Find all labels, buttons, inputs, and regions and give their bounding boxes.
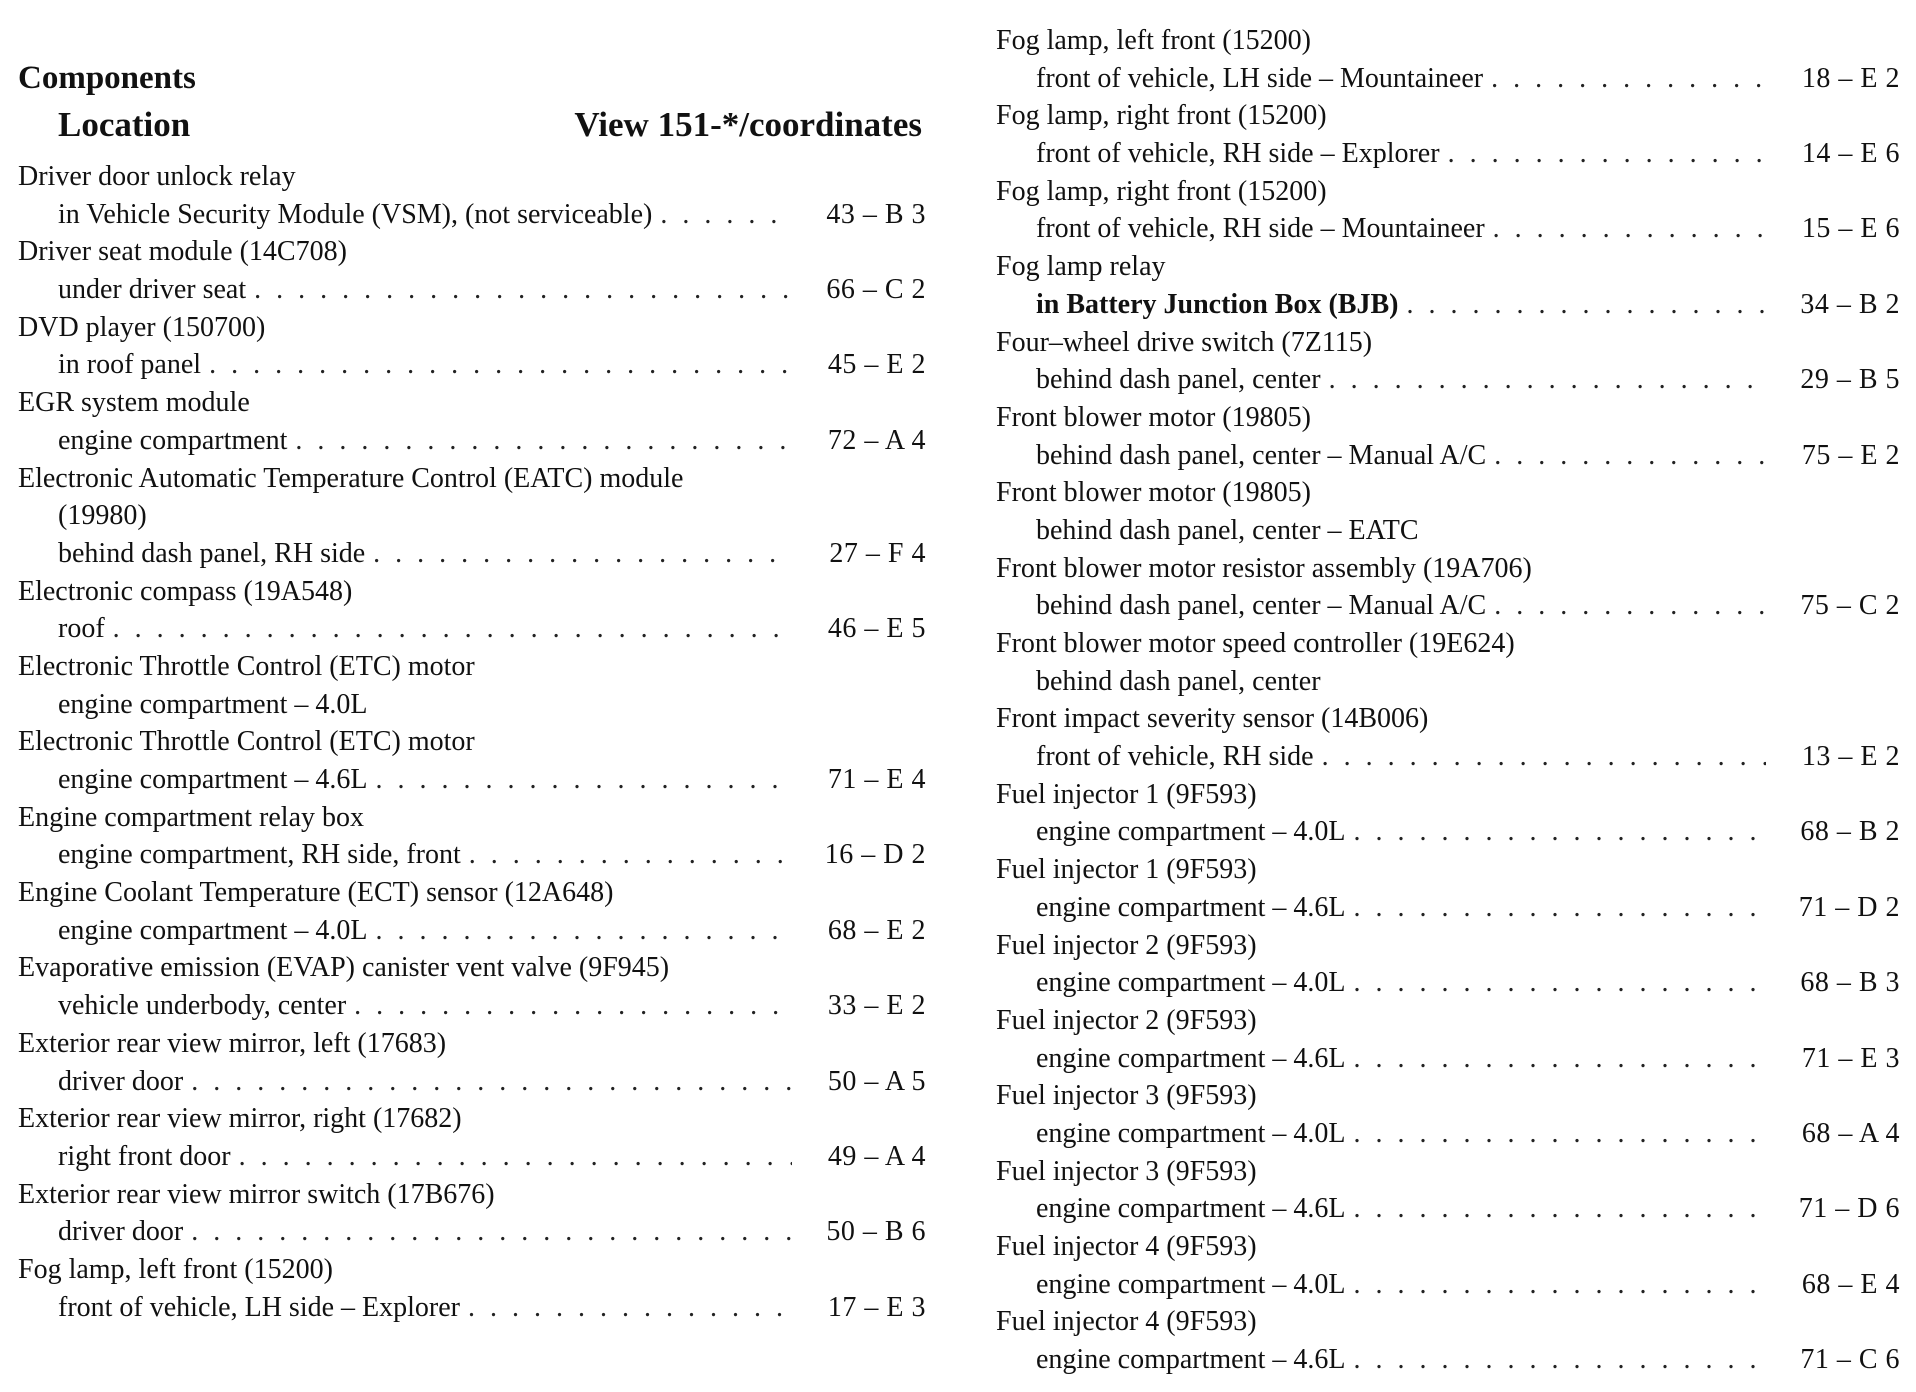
component-name: Four–wheel drive switch (7Z115) xyxy=(996,326,1373,358)
component-entry xyxy=(996,324,1900,399)
location-line xyxy=(18,836,926,874)
location-text: engine compartment – 4.6L xyxy=(1036,1193,1346,1225)
component-name: Front blower motor (19805) xyxy=(996,477,1311,509)
location-text: behind dash panel, RH side xyxy=(58,537,366,569)
dot-leader xyxy=(239,1138,792,1176)
dot-leader xyxy=(1491,60,1766,98)
dot-leader xyxy=(1353,1190,1766,1228)
view-coordinate: 27 – F 4 xyxy=(829,537,926,569)
component-name: Fuel injector 1 (9F593) xyxy=(996,854,1257,886)
dot-leader xyxy=(1493,210,1766,248)
view-coordinate: 16 – D 2 xyxy=(824,839,926,871)
view-coordinate: 68 – E 4 xyxy=(1801,1268,1900,1300)
component-name: Fuel injector 3 (9F593) xyxy=(996,1155,1257,1187)
section-title: Components xyxy=(18,60,196,96)
component-name: Fog lamp, left front (15200) xyxy=(996,25,1311,56)
dot-leader xyxy=(1353,1115,1766,1153)
location-line xyxy=(996,964,1900,1002)
dot-leader xyxy=(1353,1266,1766,1304)
view-coordinate: 46 – E 5 xyxy=(827,613,926,645)
component-name: Exterior rear view mirror, left (17683) xyxy=(18,1027,447,1059)
right-column xyxy=(996,22,1900,1379)
dot-leader xyxy=(468,1289,792,1327)
location-text: behind dash panel, center xyxy=(1036,364,1321,396)
location-line xyxy=(18,271,926,309)
view-coordinate: 49 – A 4 xyxy=(827,1140,926,1172)
component-entry xyxy=(18,1251,926,1326)
location-text: engine compartment – 4.6L xyxy=(1036,1344,1346,1376)
view-coordinate: 33 – E 2 xyxy=(827,990,926,1022)
location-line xyxy=(996,512,1900,550)
left-entry-list xyxy=(18,158,926,1326)
location-line xyxy=(996,361,1900,399)
location-line xyxy=(996,587,1900,625)
dot-leader xyxy=(660,196,792,234)
dot-leader xyxy=(254,271,792,309)
view-coordinate: 75 – E 2 xyxy=(1801,439,1900,471)
component-name: Driver seat module (14C708) xyxy=(18,236,347,268)
column-headers xyxy=(18,100,926,158)
location-text: engine compartment – 4.0L xyxy=(58,914,368,946)
component-entry xyxy=(996,1153,1900,1228)
location-line xyxy=(996,738,1900,776)
location-line xyxy=(996,60,1900,98)
left-column xyxy=(18,56,926,1326)
component-entry xyxy=(996,1002,1900,1077)
component-name: Fog lamp, left front (15200) xyxy=(18,1253,333,1285)
dot-leader xyxy=(1406,286,1766,324)
view-coordinate: 45 – E 2 xyxy=(827,349,926,381)
component-entry xyxy=(18,460,926,573)
location-text: front of vehicle, LH side – Explorer xyxy=(58,1291,460,1323)
location-text: driver door xyxy=(58,1065,184,1097)
location-text: behind dash panel, center – EATC xyxy=(1036,514,1419,546)
view-coordinate: 68 – A 4 xyxy=(1801,1117,1900,1149)
dot-leader xyxy=(191,1213,792,1251)
location-text: vehicle underbody, center xyxy=(58,990,347,1022)
location-line xyxy=(18,987,926,1025)
location-line xyxy=(996,1266,1900,1304)
location-line xyxy=(996,1341,1900,1379)
component-entry xyxy=(996,173,1900,248)
location-text: in Vehicle Security Module (VSM), (not serviceable) xyxy=(58,198,653,230)
component-entry xyxy=(18,949,926,1024)
component-entry xyxy=(996,927,1900,1002)
component-name: Fuel injector 3 (9F593) xyxy=(996,1080,1257,1112)
component-entry xyxy=(18,233,926,308)
dot-leader xyxy=(113,610,792,648)
component-entry xyxy=(18,799,926,874)
location-line xyxy=(996,663,1900,701)
location-text: driver door xyxy=(58,1216,184,1248)
component-entry xyxy=(996,700,1900,775)
component-entry xyxy=(18,648,926,723)
view-coordinate: 18 – E 2 xyxy=(1801,62,1900,94)
location-text: engine compartment – 4.0L xyxy=(1036,816,1346,848)
location-line xyxy=(18,761,926,799)
location-text: engine compartment – 4.6L xyxy=(58,764,368,795)
component-entry xyxy=(18,874,926,949)
dot-leader xyxy=(1353,1040,1766,1078)
component-name: Engine compartment relay box xyxy=(18,801,364,833)
view-coordinate: 68 – E 2 xyxy=(827,914,926,946)
view-coordinate: 29 – B 5 xyxy=(1800,364,1900,396)
component-name: DVD player (150700) xyxy=(18,311,266,343)
right-entry-list xyxy=(996,22,1900,1379)
component-entry xyxy=(18,158,926,233)
location-text: engine compartment – 4.0L xyxy=(1036,1268,1346,1300)
dot-leader xyxy=(1494,437,1766,475)
component-name: Electronic compass (19A548) xyxy=(18,575,353,607)
location-text: engine compartment xyxy=(58,424,288,456)
component-entry xyxy=(18,723,926,798)
location-text: front of vehicle, RH side – Mountaineer xyxy=(1036,213,1485,245)
location-text: right front door xyxy=(58,1140,231,1172)
location-text: engine compartment – 4.0L xyxy=(1036,967,1346,999)
component-entry xyxy=(18,573,926,648)
location-line xyxy=(996,1190,1900,1228)
dot-leader xyxy=(1353,813,1766,851)
component-entry xyxy=(996,1228,1900,1303)
dot-leader xyxy=(1448,135,1766,173)
component-name: Electronic Throttle Control (ETC) motor xyxy=(18,650,475,682)
view-coordinates-header: View 151-*/coordinates xyxy=(574,105,922,144)
view-coordinate: 68 – B 3 xyxy=(1800,967,1900,999)
dot-leader xyxy=(1353,1341,1766,1379)
dot-leader xyxy=(373,535,792,573)
dot-leader xyxy=(1353,889,1766,927)
component-name: Electronic Throttle Control (ETC) motor xyxy=(18,726,475,758)
component-name: Fuel injector 4 (9F593) xyxy=(996,1231,1257,1262)
location-text: front of vehicle, RH side – Explorer xyxy=(1036,138,1440,170)
view-coordinate: 17 – E 3 xyxy=(827,1291,926,1323)
location-text: behind dash panel, center – Manual A/C xyxy=(1036,439,1487,471)
view-coordinate: 15 – E 6 xyxy=(1801,213,1900,245)
location-line xyxy=(18,346,926,384)
view-coordinate: 71 – C 6 xyxy=(1800,1344,1900,1376)
component-name: Engine Coolant Temperature (ECT) sensor (12A648) xyxy=(18,877,614,909)
component-entry xyxy=(996,97,1900,172)
location-line xyxy=(996,437,1900,475)
location-line xyxy=(996,286,1900,324)
view-coordinate: 75 – C 2 xyxy=(1800,590,1900,622)
component-entry xyxy=(18,1176,926,1251)
component-name: Exterior rear view mirror, right (17682) xyxy=(18,1103,462,1135)
location-text: engine compartment – 4.0L xyxy=(58,688,368,720)
location-text: behind dash panel, center – Manual A/C xyxy=(1036,590,1487,622)
component-entry xyxy=(18,309,926,384)
component-name: Fuel injector 2 (9F593) xyxy=(996,1004,1257,1036)
component-entry xyxy=(996,550,1900,625)
location-line xyxy=(18,422,926,460)
dot-leader xyxy=(1322,738,1766,776)
component-name: Fuel injector 1 (9F593) xyxy=(996,778,1257,810)
dot-leader xyxy=(1494,587,1766,625)
view-coordinate: 68 – B 2 xyxy=(1800,816,1900,848)
location-line xyxy=(996,1115,1900,1153)
component-entry xyxy=(18,1025,926,1100)
location-line xyxy=(18,535,926,573)
view-coordinate: 13 – E 2 xyxy=(1801,741,1900,773)
view-coordinate: 50 – B 6 xyxy=(826,1216,926,1248)
dot-leader xyxy=(354,987,792,1025)
location-text: behind dash panel, center xyxy=(1036,665,1321,697)
dot-leader xyxy=(375,912,792,950)
component-name: Fuel injector 4 (9F593) xyxy=(996,1306,1257,1338)
component-entry xyxy=(18,384,926,459)
view-coordinate: 71 – E 3 xyxy=(1801,1042,1900,1074)
component-name: Front impact severity sensor (14B006) xyxy=(996,703,1429,735)
dot-leader xyxy=(209,346,792,384)
location-line xyxy=(18,610,926,648)
location-line xyxy=(996,1040,1900,1078)
view-coordinate: 71 – D 2 xyxy=(1798,891,1900,923)
location-line xyxy=(18,912,926,950)
location-text: front of vehicle, LH side – Mountaineer xyxy=(1036,62,1484,94)
component-entry xyxy=(996,399,1900,474)
component-name: EGR system module xyxy=(18,387,250,419)
location-text: in roof panel xyxy=(58,349,202,381)
component-entry xyxy=(996,248,1900,323)
dot-leader xyxy=(191,1063,792,1101)
component-name: Evaporative emission (EVAP) canister vent valve (9F945) xyxy=(18,952,670,984)
component-name: Front blower motor speed controller (19E624) xyxy=(996,628,1515,659)
view-coordinate: 66 – C 2 xyxy=(826,274,926,306)
component-entry xyxy=(996,625,1900,700)
dot-leader xyxy=(469,836,792,874)
location-line xyxy=(18,1213,926,1251)
component-entry xyxy=(996,1303,1900,1378)
location-text: in Battery Junction Box (BJB) xyxy=(1036,288,1399,320)
component-entry xyxy=(996,22,1900,97)
component-name: Fog lamp, right front (15200) xyxy=(996,100,1327,132)
location-line xyxy=(18,1289,926,1327)
component-name: Fuel injector 2 (9F593) xyxy=(996,929,1257,961)
component-entry xyxy=(996,474,1900,549)
location-text: front of vehicle, RH side xyxy=(1036,741,1314,773)
view-coordinate: 50 – A 5 xyxy=(827,1065,926,1097)
component-name: Driver door unlock relay xyxy=(18,161,296,192)
dot-leader xyxy=(1329,361,1766,399)
location-line xyxy=(18,686,926,724)
view-coordinate: 43 – B 3 xyxy=(826,198,926,230)
location-text: engine compartment, RH side, front xyxy=(58,839,461,871)
component-name: Fog lamp relay xyxy=(996,251,1166,283)
view-coordinate: 14 – E 6 xyxy=(1801,138,1900,170)
location-header: Location xyxy=(58,105,191,144)
location-line xyxy=(996,813,1900,851)
location-text: engine compartment – 4.6L xyxy=(1036,1042,1346,1074)
component-name-continued: (19980) xyxy=(58,500,147,532)
component-name: Electronic Automatic Temperature Control (EATC) module xyxy=(18,462,684,494)
view-coordinate: 34 – B 2 xyxy=(1800,288,1900,320)
view-coordinate: 72 – A 4 xyxy=(827,424,926,456)
component-name: Front blower motor resistor assembly (19A706) xyxy=(996,552,1532,584)
location-line xyxy=(996,135,1900,173)
location-text: engine compartment – 4.6L xyxy=(1036,891,1346,923)
component-entry xyxy=(996,776,1900,851)
dot-leader xyxy=(1353,964,1766,1002)
dot-leader xyxy=(375,761,792,799)
component-entry xyxy=(996,851,1900,926)
location-text: engine compartment – 4.0L xyxy=(1036,1117,1346,1149)
location-line xyxy=(996,889,1900,927)
location-line xyxy=(18,1138,926,1176)
component-name: Exterior rear view mirror switch (17B676) xyxy=(18,1178,495,1210)
location-text: roof xyxy=(58,613,105,645)
location-line xyxy=(18,1063,926,1101)
component-name: Front blower motor (19805) xyxy=(996,401,1311,433)
location-line xyxy=(18,196,926,234)
view-coordinate: 71 – D 6 xyxy=(1798,1193,1900,1225)
location-text: under driver seat xyxy=(58,274,247,306)
view-coordinate: 71 – E 4 xyxy=(827,764,926,795)
location-line xyxy=(996,210,1900,248)
component-name: Fog lamp, right front (15200) xyxy=(996,175,1327,207)
component-entry xyxy=(996,1077,1900,1152)
component-entry xyxy=(18,1100,926,1175)
dot-leader xyxy=(295,422,792,460)
